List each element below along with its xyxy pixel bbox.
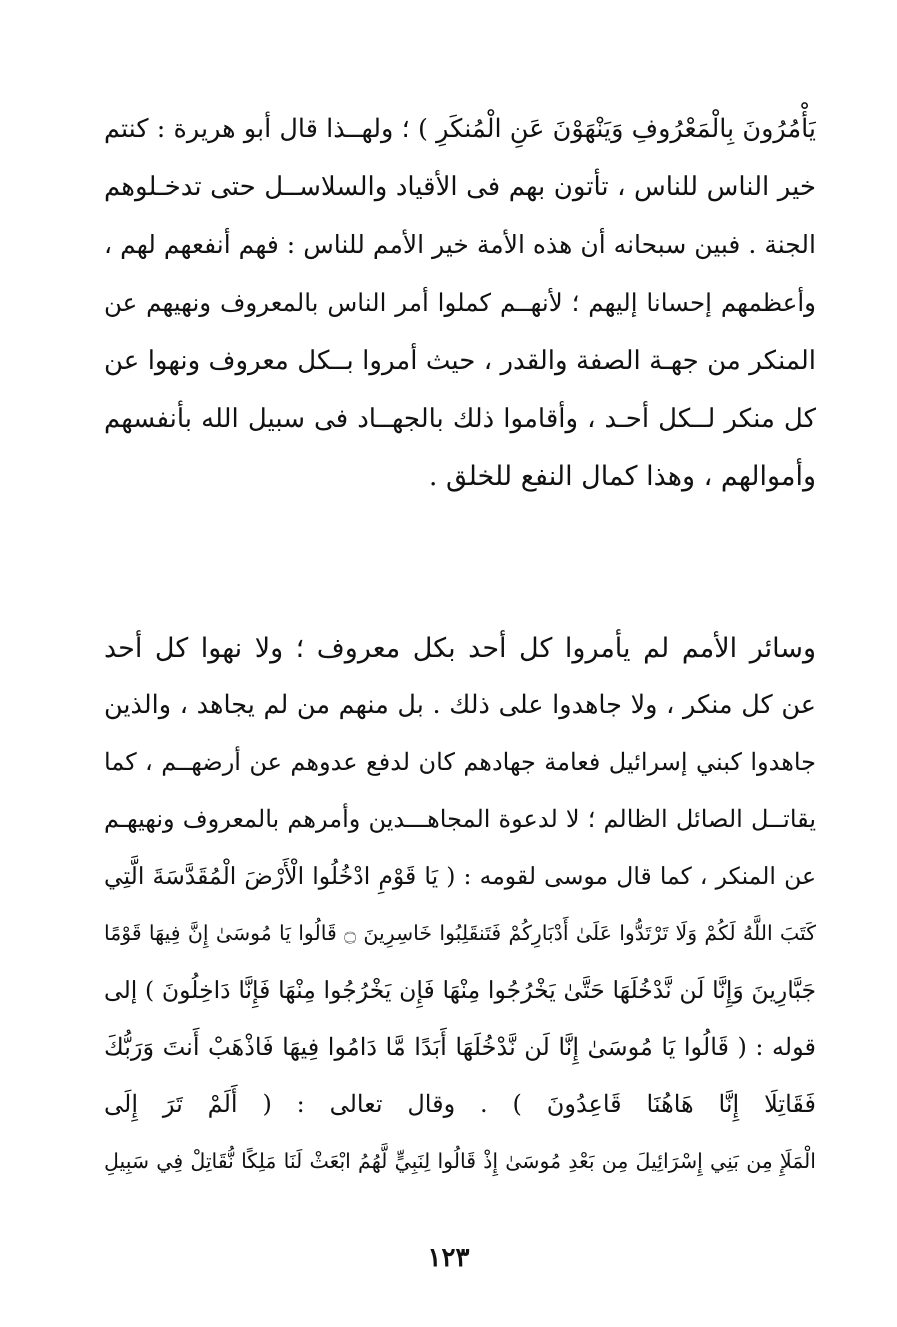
text-line: يَأْمُرُونَ بِالْمَعْرُوفِ وَيَنْهَوْنَ عَنِ الْمُنكَرِ ) ؛ ولهــذا قال أبو هريرة : كنتم xyxy=(104,114,816,144)
text-line: وسائر الأمم لم يأمروا كل أحد بكل معروف ؛ ولا نهوا كل أحد xyxy=(104,633,816,664)
text-line: يقاتــل الصائل الظالم ؛ لا لدعوة المجاهـــدين وأمرهم بالمعروف ونهيهـم xyxy=(104,805,816,833)
text-line: جاهدوا كبني إسرائيل فعامة جهادهم كان لدفع عدوهم عن أرضهــم ، كما xyxy=(104,748,816,776)
paragraph-1 xyxy=(104,100,816,506)
text-line: وأموالهم ، وهذا كمال النفع للخلق . xyxy=(428,461,816,492)
text-line: عن المنكر ، كما قال موسى لقومه : ( يَا قَوْمِ ادْخُلُوا الْأَرْضَ الْمُقَدَّسَةَ الَّتِي xyxy=(104,862,816,890)
text-line: المنكر من جهـة الصفة والقدر ، حيث أمروا بــكل معروف ونهوا عن xyxy=(104,346,816,376)
text-line: عن كل منكر ، ولا جاهدوا على ذلك . بل منهم من لم يجاهد ، والذين xyxy=(104,690,816,720)
quran-verse-line: الْمَلَإِ مِن بَنِي إِسْرَائِيلَ مِن بَعْدِ مُوسَىٰ إِذْ قَالُوا لِنَبِيٍّ لَّهُمُ ابْعَثْ لَنَا مَلِكًا نُّقَاتِلْ فِي سَبِيلِ xyxy=(104,1149,816,1173)
text-line: خير الناس للناس ، تأتون بهم فى الأقياد والسلاســل حتى تدخـلوهم xyxy=(104,172,816,202)
quran-verse-line: كَتَبَ اللَّهُ لَكُمْ وَلَا تَرْتَدُّوا عَلَىٰ أَدْبَارِكُمْ فَتَنقَلِبُوا خَاسِرِينَ ۝ قَالُوا يَا مُوسَىٰ إِنَّ فِيهَا قَوْمًا xyxy=(104,921,816,945)
text-line: وأعظمهم إحسانا إليهم ؛ لأنهــم كملوا أمر الناس بالمعروف ونهيهم عن xyxy=(104,288,816,317)
quran-verse-line: قوله : ( قَالُوا يَا مُوسَىٰ إِنَّا لَن نَّدْخُلَهَا أَبَدًا مَّا دَامُوا فِيهَا فَاذْهَبْ أَنتَ وَرَبُّكَ xyxy=(104,1033,816,1061)
page-number: ١٢٣ xyxy=(427,1243,470,1273)
text-line: الجنة . فبين سبحانه أن هذه الأمة خير الأمم للناس : فهم أنفعهم لهم ، xyxy=(104,230,816,259)
paragraph-2 xyxy=(104,620,816,1190)
quran-verse-line: جَبَّارِينَ وَإِنَّا لَن نَّدْخُلَهَا حَتَّىٰ يَخْرُجُوا مِنْهَا فَإِن يَخْرُجُوا مِنْهَا فَإِنَّا دَاخِلُونَ ) إلى xyxy=(104,976,816,1004)
quran-verse-line: فَقَاتِلَا إِنَّا هَاهُنَا قَاعِدُونَ ) . وقال تعالى : ( أَلَمْ تَرَ إِلَى xyxy=(104,1090,816,1118)
text-line: كل منكر لــكل أحـد ، وأقاموا ذلك بالجهــاد فى سبيل الله بأنفسهم xyxy=(104,404,816,434)
